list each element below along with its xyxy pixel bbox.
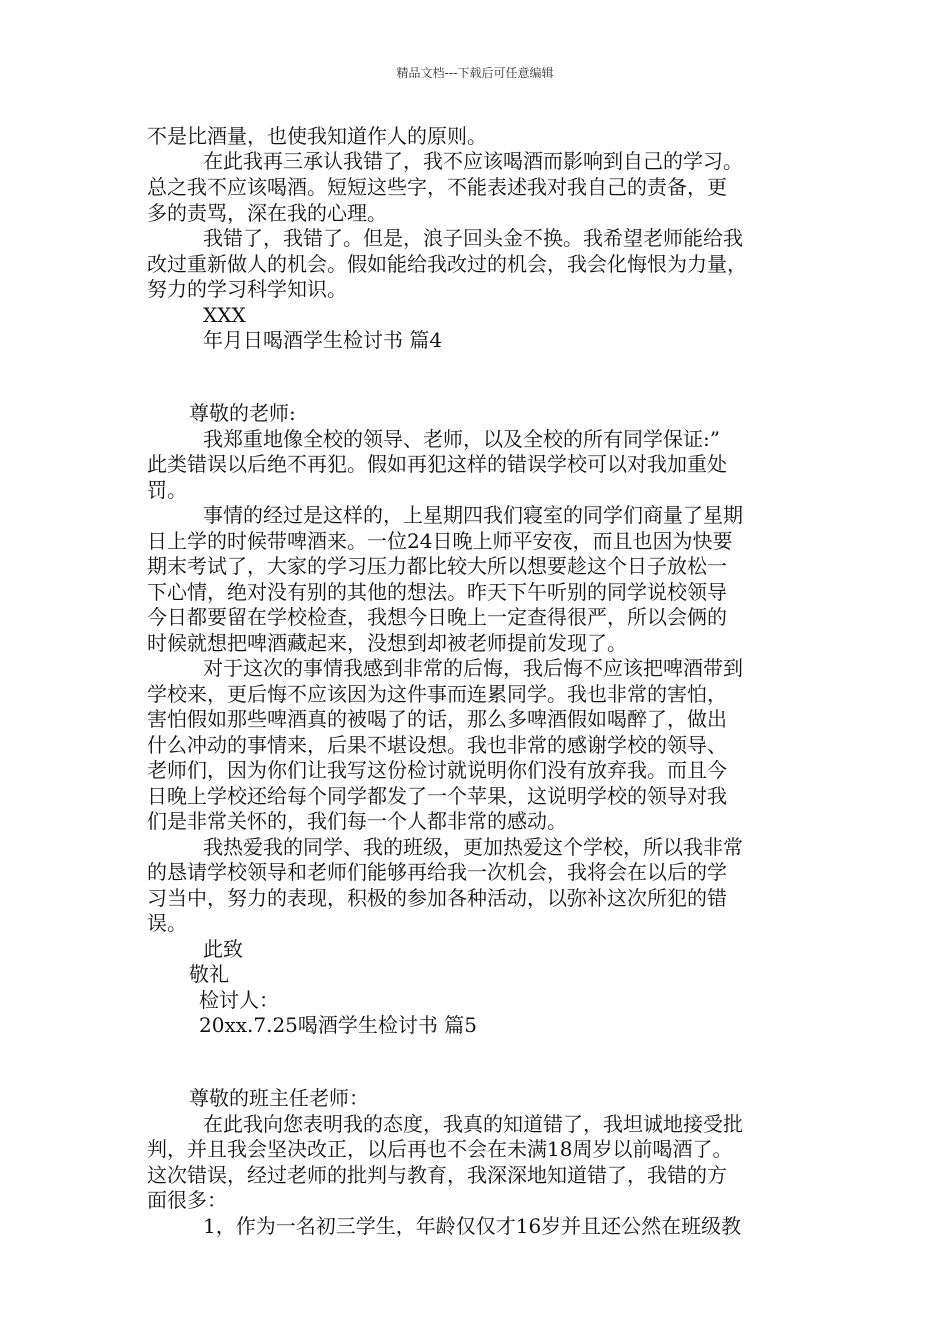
text-line: 日晚上学校还给每个同学都发了一个苹果，这说明学校的领导对我 xyxy=(147,784,727,808)
text-line: 什么冲动的事情来，后果不堪设想。我也非常的感谢学校的领导、 xyxy=(147,733,727,757)
text-line: 在此我向您表明我的态度，我真的知道错了，我坦诚地接受批 xyxy=(203,1112,743,1136)
text-line: 改过重新做人的机会。假如能给我改过的机会，我会化悔恨为力量， xyxy=(147,252,747,276)
text-line: 的恳请学校领导和老师们能够再给我一次机会，我将会在以后的学 xyxy=(147,860,727,884)
text-line: 我热爱我的同学、我的班级，更加热爱这个学校，所以我非常 xyxy=(203,835,743,859)
closing-line: 此致 xyxy=(203,937,243,961)
text-line: 罚。 xyxy=(147,478,187,502)
text-line: 总之我不应该喝酒。短短这些字，不能表述我对我自己的责备，更 xyxy=(147,175,727,199)
text-line: 今日都要留在学校检查，我想今日晚上一定查得很严，所以会俩的 xyxy=(147,605,727,629)
text-line: 误。 xyxy=(147,911,187,935)
closing-line: 敬礼 xyxy=(189,962,229,986)
section-heading: 20xx.7.25喝酒学生检讨书 篇5 xyxy=(199,1013,477,1037)
text-line: 这次错误，经过老师的批判与教育，我深深地知道错了，我错的方 xyxy=(147,1163,727,1187)
text-line: 此类错误以后绝不再犯。假如再犯这样的错误学校可以对我加重处 xyxy=(147,452,727,476)
text-line: XXX xyxy=(203,303,246,327)
text-line: 下心情，绝对没有别的其他的想法。昨天下午听别的同学说校领导 xyxy=(147,580,727,604)
text-line: 习当中，努力的表现，积极的参加各种活动，以弥补这次所犯的错 xyxy=(147,886,727,910)
text-line: 不是比酒量，也使我知道作人的原则。 xyxy=(147,124,487,148)
text-line: 老师们，因为你们让我写这份检讨就说明你们没有放弃我。而且今 xyxy=(147,758,727,782)
text-line: 多的责骂，深在我的心理。 xyxy=(147,201,387,225)
text-line: 对于这次的事情我感到非常的后悔，我后悔不应该把啤酒带到 xyxy=(203,656,743,680)
salutation: 尊敬的老师: xyxy=(189,401,296,425)
text-line: 害怕假如那些啤酒真的被喝了的话，那么多啤酒假如喝醉了，做出 xyxy=(147,707,727,731)
text-line: 在此我再三承认我错了，我不应该喝酒而影响到自己的学习。 xyxy=(203,149,743,173)
section-heading: 年月日喝酒学生检讨书 篇4 xyxy=(203,328,443,352)
text-line: 时候就想把啤酒藏起来，没想到却被老师提前发现了。 xyxy=(147,631,627,655)
text-line: 1，作为一名初三学生，年龄仅仅才16岁并且还公然在班级教 xyxy=(203,1214,742,1238)
signature-line: 检讨人： xyxy=(199,988,279,1012)
text-line: 事情的经过是这样的，上星期四我们寝室的同学们商量了星期 xyxy=(203,503,743,527)
text-line: 日上学的时候带啤酒来。一位24日晚上师平安夜，而且也因为快要 xyxy=(147,529,733,553)
salutation: 尊敬的班主任老师： xyxy=(189,1086,369,1110)
text-line: 们是非常关怀的，我们每一个人都非常的感动。 xyxy=(147,809,567,833)
text-line: 我错了，我错了。但是，浪子回头金不换。我希望老师能给我 xyxy=(203,226,743,250)
text-line: 期末考试了，大家的学习压力都比较大所以想要趁这个日子放松一 xyxy=(147,554,727,578)
page-header: 精品文档---下载后可任意编辑 xyxy=(396,66,554,80)
text-line: 判，并且我会坚决改正，以后再也不会在未满18周岁以前喝酒了。 xyxy=(147,1137,733,1161)
text-line: 努力的学习科学知识。 xyxy=(147,277,347,301)
text-line: 面很多： xyxy=(147,1188,227,1212)
text-line: 学校来，更后悔不应该因为这件事而连累同学。我也非常的害怕， xyxy=(147,682,727,706)
text-line: 我郑重地像全校的领导、老师，以及全校的所有同学保证:” xyxy=(203,427,720,451)
